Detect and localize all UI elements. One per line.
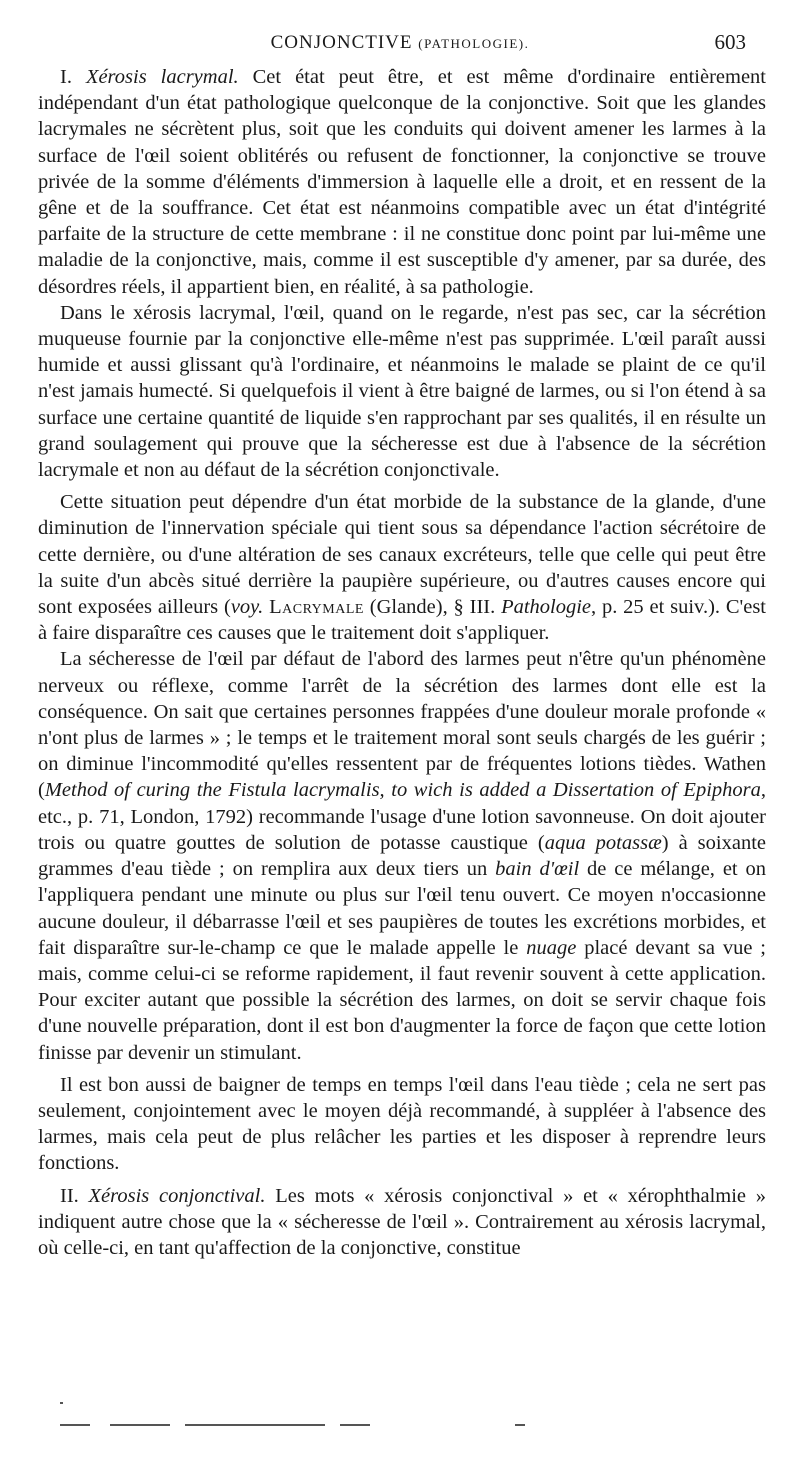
paragraph-treatment: La sécheresse de l'œil par défaut de l'abord des larmes peut n'être qu'un phénomène nerveux ou réflexe, comme l'arrêt de la sécrétion des larmes dont elle est la conséquence. On sait que certaines personnes frappées d'une douleur morale profonde « n'ont plus de larmes » ; le temps et le traitement moral sont seuls chargés de les guérir ; on diminue l'incommodité qu'elles ressentent par de fréquentes lotions tièdes. Wathen (Method of curing the Fistula lacrymalis, to wich is added a Dissertation of Epiphora, etc., p. 71, London, 1792) recommande l'usage d'une lotion savonneuse. On doit ajouter trois ou quatre gouttes de solution de potasse caustique (aqua potassæ) à soixante grammes d'eau tiède ; on remplira aux deux tiers un bain d'œil de ce mélange, et on l'appliquera pendant une minute ou plus sur l'œil tenu ouvert. Ce moyen n'occasionne aucune douleur, il débarrasse l'œil et ses paupières de toutes les excrétions morbides, et fait disparaître sur-le-champ ce que le malade appelle le nuage placé devant sa vue ; mais, comme celui-ci se reforme rapidement, il faut revenir souvent à cette application. Pour exciter autant que possible la sécrétion des larmes, on doit se servir chaque fois d'une nouvelle préparation, dont il est bon d'augmenter la force de façon que cette lotion finisse par devenir un stimulant.	[38, 648, 766, 1064]
paragraph-causes: Cette situation peut dépendre d'un état morbide de la substance de la glande, d'une diminution de l'innervation spéciale qui tient sous sa dépendance l'action sécrétoire de cette dernière, ou d'une altération de ses canaux excréteurs, telle que celle qui peut être la suite d'un abcès situé derrière la paupière supérieure, ou d'autres causes encore qui sont exposées ailleurs (voy. Lacrymale (Glande), § III. Pathologie, p. 25 et suiv.). C'est à faire disparaître ces causes que le traitement doit s'appliquer.	[38, 491, 767, 645]
running-title	[0, 32, 800, 54]
running-title-main: CONJONCTIVE	[270, 32, 413, 53]
section-heading: Xérosis lacrymal.	[85, 66, 239, 88]
cross-reference-pathologie: Pathologie	[501, 596, 592, 619]
section-number: I.	[60, 66, 86, 88]
paragraph-bathing: Il est bon aussi de baigner de temps en temps l'œil dans l'eau tiède ; cela ne sert pas seulement, conjointement avec le moyen déjà recommandé, à suppléer à l'absence des larmes, mais cela peut de plus relâcher les parties et les disposer à reprendre leurs fonctions.	[38, 1073, 766, 1175]
body-text	[38, 64, 766, 1261]
voy-reference: voy.	[230, 596, 264, 619]
paragraph-xerosis-conjonctival	[38, 1183, 766, 1262]
cross-reference-lacrymale: Lacrymale	[269, 596, 364, 619]
running-title-subject: (PATHOLOGIE).	[418, 36, 530, 51]
footer-print-marks	[60, 1420, 530, 1432]
paragraph-text: Cet état peut être, et est même d'ordinaire entièrement indépendant d'un état pathologique quelconque de la conjonctive. Soit que les glandes lacrymales ne sécrètent plus, soit que les conduits qui doivent amener les larmes à la surface de l'œil soient oblitérés ou refusent de fonctionner, la conjonctive se trouve privée de la somme d'éléments d'immersion à laquelle elle a droit, et en ressent de la gêne et de la souffrance. Cet état est néanmoins compatible avec un état d'intégrité parfaite de la structure de cette membrane : il ne constitue donc point par lui-même une maladie de la conjonctive, mais, comme il est susceptible d'y amener, par sa durée, des désordres réels, il appartient bien, en réalité, à sa pathologie.	[38, 66, 766, 298]
running-header	[0, 30, 800, 60]
section-heading: Xérosis conjonctival.	[88, 1184, 266, 1207]
page-number: 603	[714, 30, 746, 54]
term-aqua-potassae: aqua potassæ	[544, 831, 662, 854]
term-nuage: nuage	[526, 936, 577, 959]
paragraph-xerosis-lacrymal	[38, 64, 766, 300]
section-number: II.	[60, 1184, 89, 1207]
paragraph-symptoms: Dans le xérosis lacrymal, l'œil, quand on le regarde, n'est pas sec, car la sécrétion muqueuse fournie par la conjonctive elle-même n'est pas supprimée. L'œil paraît aussi humide et aussi glissant qu'à l'ordinaire, et néanmoins le malade se plaint de ce qu'il n'est jamais humecté. Si quelquefois il vient à être baigné de larmes, ou si l'on étend à sa surface une certaine quantité de liquide s'en rapprochant par ses qualités, il en résulte un grand soulagement qui prouve que la sécheresse est due à l'absence de la sécrétion lacrymale et non au défaut de la sécrétion conjonctivale.	[38, 301, 766, 482]
citation-wathen: Method of curing the Fistula lacrymalis, to wich is added a Dissertation of Epiphora	[44, 779, 761, 802]
term-bain-d-oeil: bain d'œil	[495, 858, 580, 881]
paragraph-text: Les mots « xérosis conjonctival » et « xérophthalmie » indiquent autre chose que la « sécheresse de l'œil ». Contrairement au xérosis lacrymal, où celle-ci, en tant qu'affection de la conjonctive, constitue	[38, 1184, 767, 1259]
